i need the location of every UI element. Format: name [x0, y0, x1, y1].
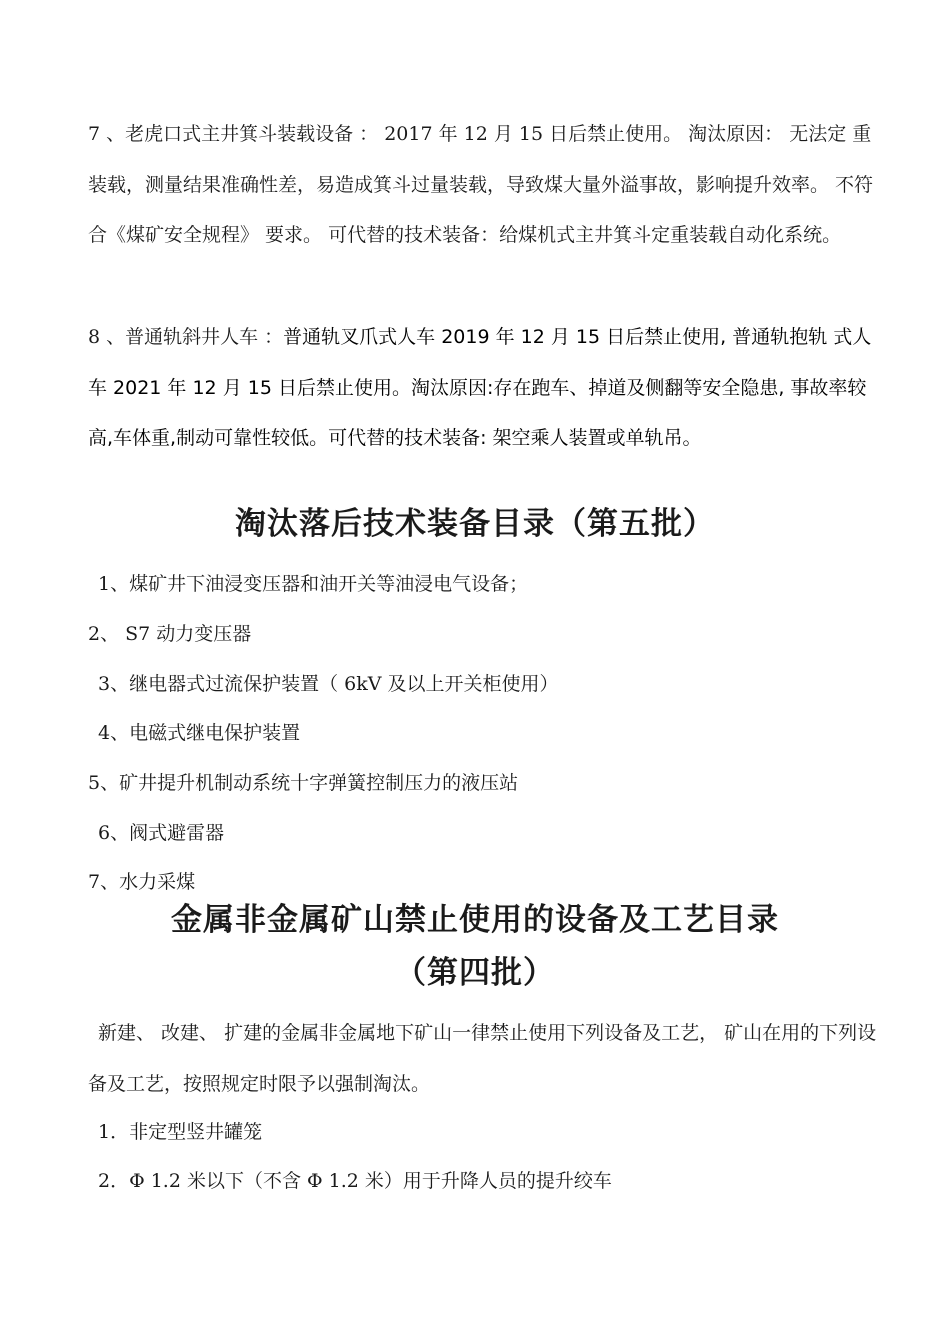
- list-item: 5、矿井提升机制动系统十字弹簧控制压力的液压站: [88, 772, 519, 794]
- list-item: 7、水力采煤: [88, 871, 196, 893]
- list-item: 6、阀式避雷器: [98, 822, 225, 844]
- list-item: 1、煤矿井下油浸变压器和油开关等油浸电气设备；: [98, 573, 529, 595]
- paragraph-item-8-body: 普通轨叉爪式人车 2019 年 12 月 15 日后禁止使用, 普通轨抱轨 式人车 2021 年 12 月 15 日后禁止使用。淘汰原因:存在跑车、掉道及侧翻等安全隐患, 事故率较高,车体重,制动可靠性较低。可代替的技术装备: 架空乘人装置或单轨吊。: [88, 326, 872, 449]
- section-title-fifth-batch: 淘汰落后技术装备目录（第五批）: [235, 506, 715, 542]
- list-item: 2、 S7 动力变压器: [88, 623, 252, 645]
- paragraph-item-7: 7 、老虎口式主井箕斗装载设备 ： 2017 年 12 月 15 日后禁止使用。 淘汰原因： 无法定 重装载，测量结果准确性差，易造成箕斗过量装载，导致煤大量外溢事故，影响提升效率。 不符合《煤矿安全规程》 要求。 可代替的技术装备：给煤机式主井箕斗定重装载自动化系统。: [88, 123, 874, 246]
- paragraph-item-8-lead: 8 、普通轨斜井人车 ：: [88, 326, 284, 348]
- intro-paragraph: 新建、 改建、 扩建的金属非金属地下矿山一律禁止使用下列设备及工艺， 矿山在用的下列设备及工艺，按照规定时限予以强制淘汰。: [88, 1022, 877, 1095]
- list-item: 3、继电器式过流保护装置（ 6kV 及以上开关柜使用）: [98, 673, 559, 695]
- list-item: 4、电磁式继电保护装置: [98, 722, 301, 744]
- section-title-fourth-batch: 金属非金属矿山禁止使用的设备及工艺目录: [171, 902, 779, 938]
- list-item: 2．Φ 1.2 米以下（不含 Φ 1.2 米）用于升降人员的提升绞车: [98, 1170, 612, 1192]
- list-item: 1．非定型竖井罐笼: [98, 1121, 263, 1143]
- section-title-fourth-batch-sub: （第四批）: [395, 955, 555, 991]
- paragraph-item-8: [88, 312, 878, 464]
